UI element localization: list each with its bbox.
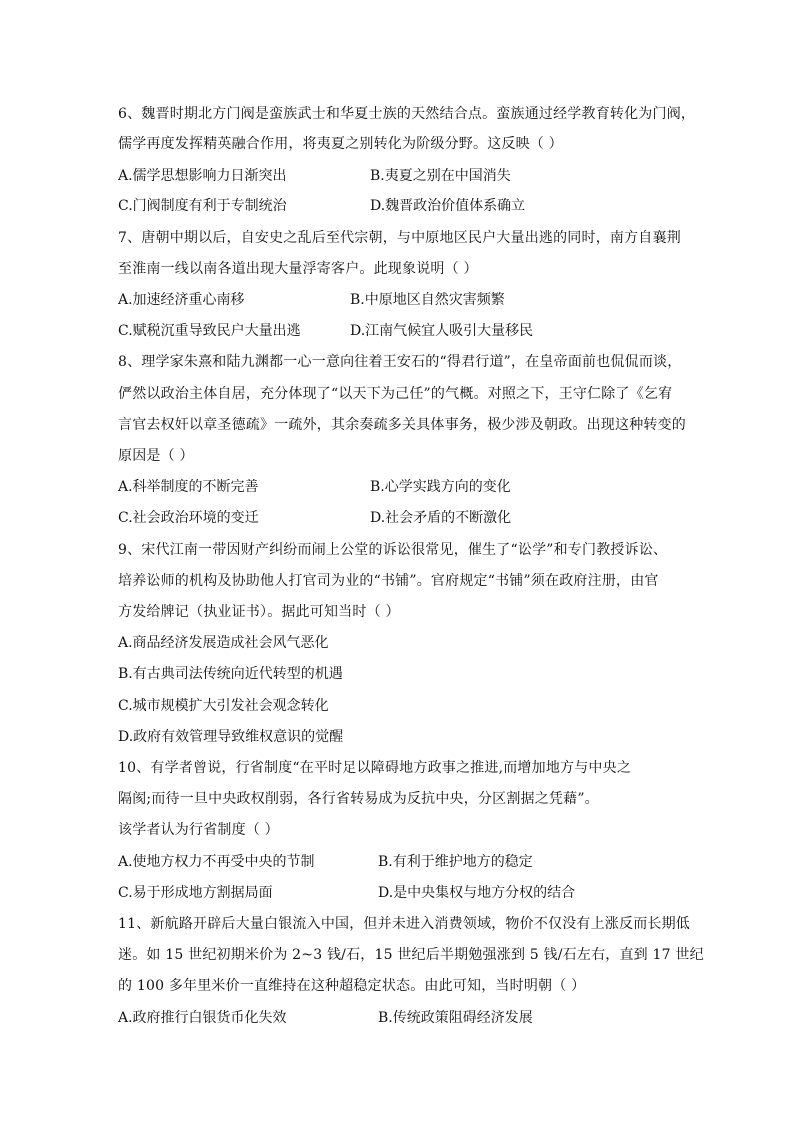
q10-option-b: B.有利于维护地方的稳定 <box>378 854 533 870</box>
q6-option-c: C.门阀制度有利于专制统治 <box>118 198 287 214</box>
q10-option-d: D.是中央集权与地方分权的结合 <box>378 885 576 901</box>
q9-stem-line1: 9、宋代江南一带因财产纠纷而闹上公堂的诉讼很常见，催生了“讼学”和专门教授诉讼、 <box>118 542 668 558</box>
q8-stem-line3: 言官去权奸以章圣德疏》一疏外，其余奏疏多关具体事务，极少涉及朝政。出现这种转变的 <box>118 417 686 433</box>
q8-stem-line4: 原因是（ ） <box>118 448 194 464</box>
q8-option-b: B.心学实践方向的变化 <box>370 479 511 495</box>
q9-stem-line3: 方发给牌记（执业证书）。据此可知当时（ ） <box>118 604 400 620</box>
q6-stem-line2: 儒学再度发挥精英融合作用，将夷夏之别转化为阶级分野。这反映（ ） <box>118 136 563 152</box>
q9-stem-line2: 培养讼师的机构及协助他人打官司为业的“书铺”。官府规定“书铺”须在政府注册，由官 <box>118 573 659 589</box>
q8-option-c: C.社会政治环境的变迁 <box>118 510 259 526</box>
q7-stem-line1: 7、唐朝中期以后，自安史之乱后至代宗朝，与中原地区民户大量出逃的同时，南方自襄荆 <box>118 230 681 246</box>
q7-option-a: A.加速经济重心南移 <box>118 292 245 308</box>
q10-option-a: A.使地方权力不再受中央的节制 <box>118 854 315 870</box>
q10-stem-line1: 10、有学者曾说，行省制度“在平时足以障碍地方政事之推进,而增加地方与中央之 <box>118 760 632 776</box>
q11-stem-line3: 的 100 多年里米价一直维持在这种超稳定状态。由此可知，当时明朝（ ） <box>118 978 586 994</box>
q8-stem-line1: 8、理学家朱熹和陆九渊都一心一意向往着王安石的“得君行道”，在皇帝面前也侃侃而谈， <box>118 354 682 370</box>
q9-option-d: D.政府有效管理导致维权意识的觉醒 <box>118 729 344 745</box>
q10-option-c: C.易于形成地方割据局面 <box>118 885 273 901</box>
q11-stem-line2: 迷。如 15 世纪初期米价为 2~3 钱/石，15 世纪后半期勉强涨到 5 钱/石左右，直到 17 世纪 <box>118 947 704 963</box>
q7-stem-line2: 至淮南一线以南各道出现大量浮寄客户。此现象说明（ ） <box>118 261 478 277</box>
q8-option-d: D.社会矛盾的不断激化 <box>370 510 512 526</box>
q6-option-a: A.儒学思想影响力日渐突出 <box>118 168 287 184</box>
q7-option-c: C.赋税沉重导致民户大量出逃 <box>118 323 301 339</box>
q6-option-d: D.魏晋政治价值体系确立 <box>370 198 526 214</box>
q8-stem-line2: 俨然以政治主体自居，充分体现了“以天下为己任”的气概。对照之下，王守仁除了《乞宥 <box>118 386 673 402</box>
q11-stem-line1: 11、新航路开辟后大量白银流入中国，但并未进入消费领域，物价不仅没有上涨反而长期低 <box>118 916 691 932</box>
q10-stem-line3: 该学者认为行省制度（ ） <box>118 822 279 838</box>
q10-stem-line2: 隔阂;而待一旦中央政权削弱，各行省转易成为反抗中央，分区割据之凭藉”。 <box>118 791 599 807</box>
q7-option-d: D.江南气候宜人吸引大量移民 <box>350 323 534 339</box>
q9-option-a: A.商品经济发展造成社会风气恶化 <box>118 635 329 651</box>
q6-option-b: B.夷夏之别在中国消失 <box>370 168 511 184</box>
q6-stem-line1: 6、魏晋时期北方门阀是蛮族武士和华夏士族的天然结合点。蛮族通过经学教育转化为门阀， <box>118 106 696 122</box>
q11-option-b: B.传统政策阻碍经济发展 <box>378 1010 533 1026</box>
q9-option-b: B.有古典司法传统向近代转型的机遇 <box>118 666 343 682</box>
q7-option-b: B.中原地区自然灾害频繁 <box>350 292 505 308</box>
q8-option-a: A.科举制度的不断完善 <box>118 479 259 495</box>
q9-option-c: C.城市规模扩大引发社会观念转化 <box>118 698 329 714</box>
q11-option-a: A.政府推行白银货币化失效 <box>118 1010 287 1026</box>
